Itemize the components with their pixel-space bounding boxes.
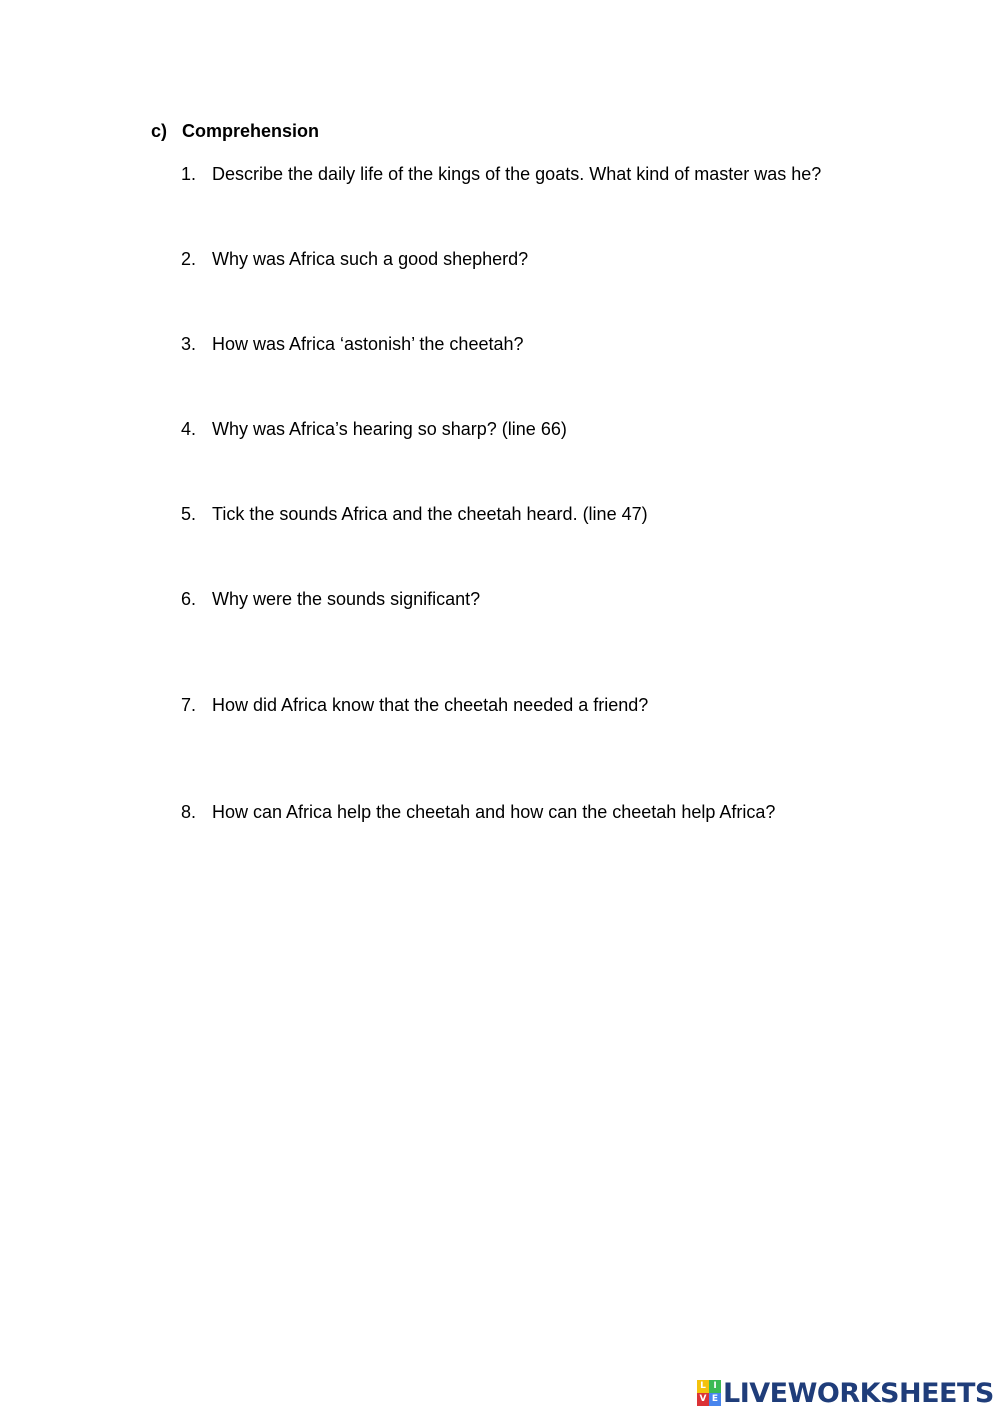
logo-mark-letter: L [697, 1380, 709, 1393]
question-item [181, 333, 524, 355]
section-heading [151, 121, 319, 142]
question-number: 2. [181, 249, 197, 269]
logo-mark-letter: V [697, 1393, 709, 1406]
question-text: Why was Africa such a good shepherd? [212, 249, 529, 269]
question-text: How was Africa ‘astonish’ the cheetah? [212, 334, 524, 354]
question-text: How did Africa know that the cheetah needed a friend? [212, 695, 649, 715]
question-item [181, 163, 821, 185]
question-number: 5. [181, 504, 197, 524]
question-text: Why was Africa’s hearing so sharp? (line 66) [212, 419, 567, 439]
question-item [181, 801, 775, 823]
question-item [181, 503, 648, 525]
question-number: 1. [181, 164, 197, 184]
question-number: 6. [181, 589, 197, 609]
question-number: 4. [181, 419, 197, 439]
section-title: Comprehension [182, 121, 320, 141]
question-text: Why were the sounds significant? [212, 589, 481, 609]
question-item [181, 418, 567, 440]
logo-text: LIVEWORKSHEETS [723, 1377, 994, 1409]
question-text: Describe the daily life of the kings of the goats. What kind of master was he? [212, 164, 822, 184]
logo-mark-letter: I [709, 1380, 721, 1393]
question-item [181, 248, 528, 270]
section-letter: c) [151, 121, 168, 141]
question-number: 3. [181, 334, 197, 354]
liveworksheets-logo[interactable] [697, 1376, 994, 1410]
question-item [181, 694, 648, 716]
liveworksheets-logo-icon [697, 1380, 721, 1406]
logo-mark-letter: E [709, 1393, 721, 1406]
question-text: Tick the sounds Africa and the cheetah heard. (line 47) [212, 504, 648, 524]
question-number: 7. [181, 695, 197, 715]
question-item [181, 588, 480, 610]
question-text: How can Africa help the cheetah and how can the cheetah help Africa? [212, 802, 776, 822]
question-number: 8. [181, 802, 197, 822]
